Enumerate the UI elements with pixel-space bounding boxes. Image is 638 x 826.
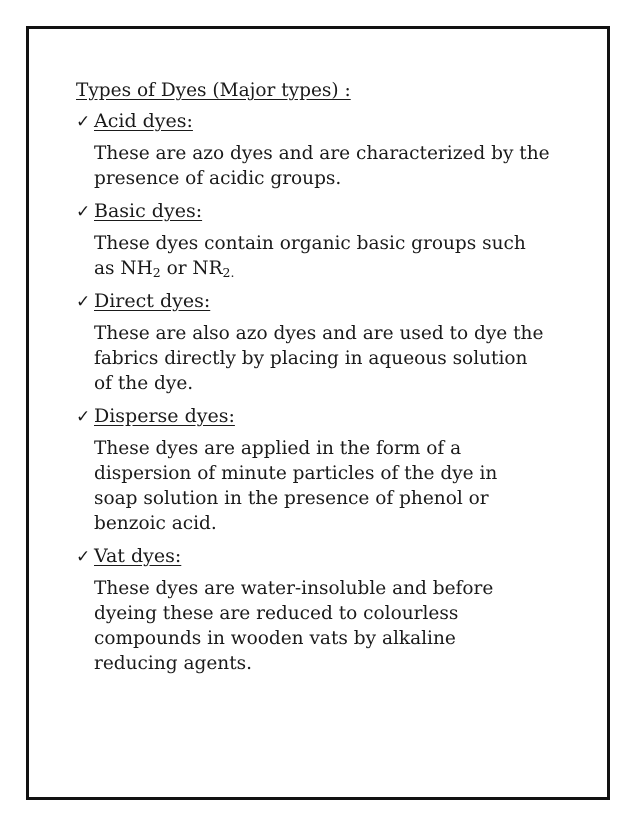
description-line: These dyes contain organic basic groups such: [94, 233, 526, 254]
dye-title: Vat dyes:: [94, 545, 182, 567]
description-line: soap solution in the presence of phenol or: [94, 488, 489, 509]
dye-title-row: [76, 541, 576, 572]
dye-item-disperse: [76, 401, 576, 536]
subscript: 2.: [222, 265, 235, 280]
dye-title: Basic dyes:: [94, 200, 203, 222]
description-line: fabrics directly by placing in aqueous solution: [94, 348, 528, 369]
description-line: presence of acidic groups.: [94, 168, 342, 189]
dye-description: [94, 321, 569, 396]
dye-title: Acid dyes:: [94, 110, 193, 132]
description-line: These are also azo dyes and are used to dye the: [94, 323, 544, 344]
description-line: These dyes are applied in the form of a: [94, 438, 462, 459]
dye-item-basic: [76, 196, 576, 281]
formula-text: or NR: [160, 258, 223, 279]
document-heading: Types of Dyes (Major types) :: [76, 80, 351, 101]
description-line-formula: [94, 256, 569, 281]
subscript: 2: [152, 265, 161, 280]
description-line: compounds in wooden vats by alkaline: [94, 628, 456, 649]
dye-item-vat: [76, 541, 576, 676]
checkmark-icon: ✓: [76, 112, 91, 132]
dye-title-row: [76, 196, 576, 227]
checkmark-icon: ✓: [76, 547, 91, 567]
description-line: reducing agents.: [94, 653, 253, 674]
dye-description: [94, 231, 569, 281]
document-content: [76, 78, 576, 681]
dye-description: [94, 436, 569, 536]
description-line: dispersion of minute particles of the dye in: [94, 463, 498, 484]
checkmark-icon: ✓: [76, 407, 91, 427]
dye-title-row: [76, 106, 576, 137]
dye-description: [94, 576, 569, 676]
description-line: dyeing these are reduced to colourless: [94, 603, 459, 624]
dye-item-direct: [76, 286, 576, 396]
dye-title: Direct dyes:: [94, 290, 211, 312]
description-line: These dyes are water-insoluble and before: [94, 578, 494, 599]
dye-title-row: [76, 286, 576, 317]
dye-item-acid: [76, 106, 576, 191]
dye-description: [94, 141, 569, 191]
description-line: of the dye.: [94, 373, 194, 394]
description-line: benzoic acid.: [94, 513, 217, 534]
checkmark-icon: ✓: [76, 202, 91, 222]
description-line: These are azo dyes and are characterized by the: [94, 143, 550, 164]
checkmark-icon: ✓: [76, 292, 91, 312]
dye-title-row: [76, 401, 576, 432]
dye-title: Disperse dyes:: [94, 405, 235, 427]
formula-text: as NH: [94, 258, 153, 279]
